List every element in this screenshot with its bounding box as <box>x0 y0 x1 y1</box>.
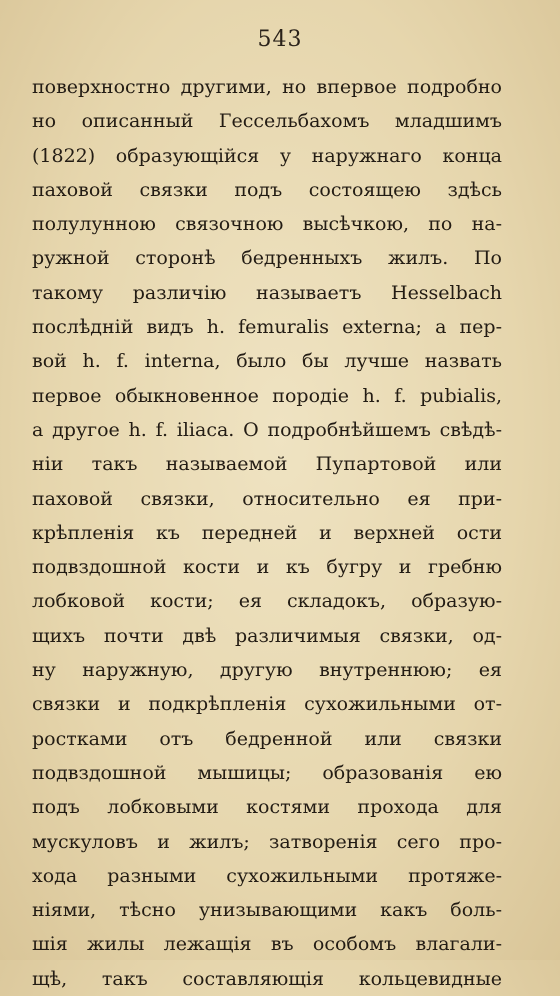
text-line: щихъ почти двѣ различимыя связки, од- <box>32 624 502 647</box>
text-line: хода разными сухожильными протяже- <box>32 864 502 887</box>
text-line: такому различію называетъ Hesselbach <box>32 281 502 304</box>
text-line: ніи такъ называемой Пупартовой или <box>32 453 502 476</box>
text-line: связки и подкрѣпленія сухожильными от- <box>32 693 502 716</box>
text-line: ніями, тѣсно унизывающими какъ боль- <box>32 899 502 922</box>
text-line: шія жилы лежащія въ особомъ влагали- <box>32 933 502 956</box>
text-line: щѣ, такъ составляющія кольцевидные <box>32 967 502 990</box>
text-line: мускуловъ и жилъ; затворенія сего про- <box>32 830 502 853</box>
text-line: лобковой кости; ея складокъ, образую- <box>32 590 502 613</box>
body-text <box>32 70 502 996</box>
text-line: подвздошной мышицы; образованія ею <box>32 761 502 784</box>
text-line: послѣдній видъ h. femuralis externa; а пер- <box>32 316 502 339</box>
text-line: ростками отъ бедренной или связки <box>32 727 502 750</box>
text-line: паховой связки, относительно ея при- <box>32 487 502 510</box>
text-line: первое обыкновенное породіе h. f. pubialis, <box>32 384 502 407</box>
text-line: подвздошной кости и къ бугру и гребню <box>32 556 502 579</box>
text-line: ружной сторонѣ бедренныхъ жилъ. По <box>32 247 502 270</box>
text-line: а другое h. f. iliaca. О подробнѣйшемъ свѣдѣ- <box>32 418 502 441</box>
page-number: 543 <box>257 27 303 52</box>
text-line: но описанный Гессельбахомъ младшимъ <box>32 110 502 133</box>
text-line: поверхностно другими, но впервое подробно <box>32 76 502 98</box>
text-line: полулунною связочною высѣчкою, по на- <box>32 213 502 236</box>
text-line: крѣпленія къ передней и верхней ости <box>32 521 502 544</box>
text-line: подъ лобковыми костями прохода для <box>32 796 502 819</box>
text-line: вой h. f. interna, было бы лучше назвать <box>32 350 502 373</box>
text-line: паховой связки подъ состоящею здѣсь <box>32 178 502 201</box>
text-line: (1822) образующійся у наружнаго конца <box>32 144 502 167</box>
text-line: ну наружную, другую внутреннюю; ея <box>32 659 502 682</box>
